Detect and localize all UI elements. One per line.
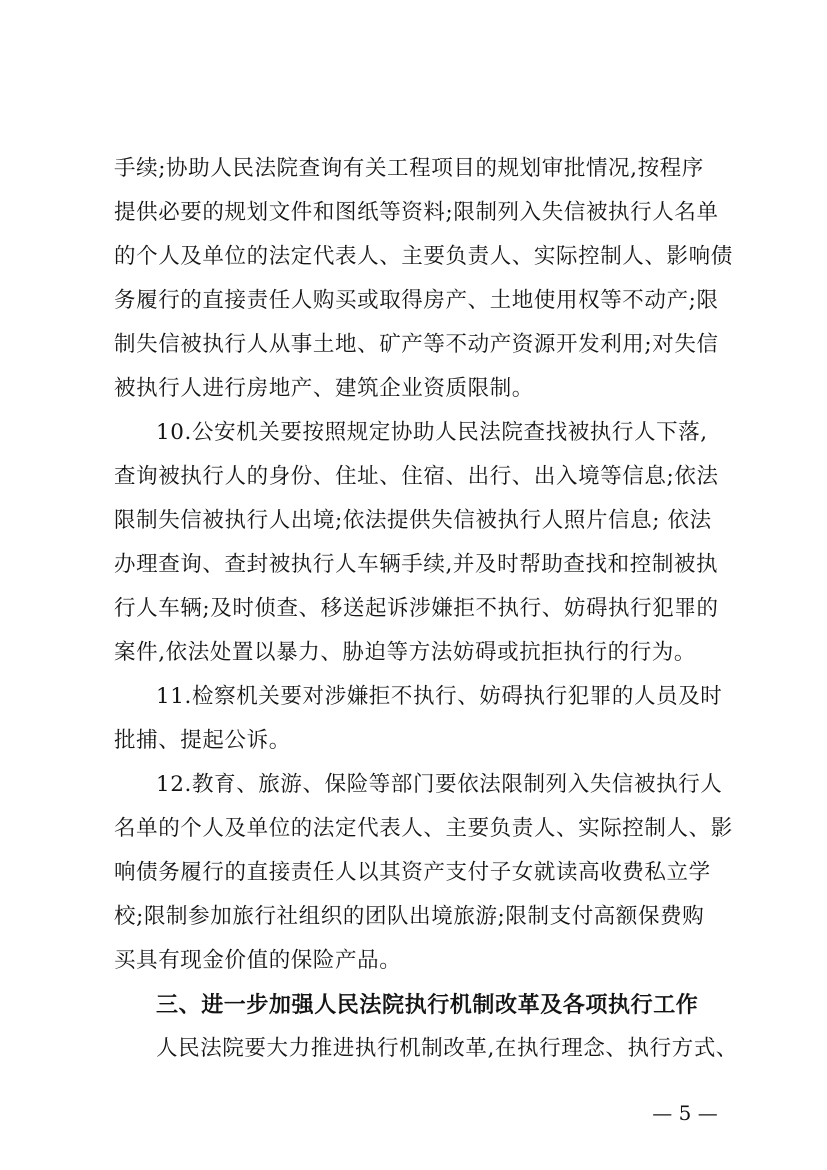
- text-line: 买具有现金价值的保险产品。: [114, 948, 402, 973]
- text-line: 查询被执行人的身份、住址、住宿、出行、出入境等信息;依法: [114, 464, 719, 489]
- page-number: — 5 —: [652, 1101, 718, 1125]
- text-line: 务履行的直接责任人购买或取得房产、土地使用权等不动产;限: [114, 288, 719, 313]
- text-line: 提供必要的规划文件和图纸等资料;限制列入失信被执行人名单: [114, 200, 719, 225]
- text-line: 响债务履行的直接责任人以其资产支付子女就读高收费私立学: [114, 860, 711, 885]
- text-line: 办理查询、查封被执行人车辆手续,并及时帮助查找和控制被执: [114, 552, 719, 577]
- text-line: 行人车辆;及时侦查、移送起诉涉嫌拒不执行、妨碍执行犯罪的: [114, 596, 719, 621]
- text-line: 制失信被执行人从事土地、矿产等不动产资源开发利用;对失信: [114, 332, 719, 357]
- text-line: 被执行人进行房地产、建筑企业资质限制。: [114, 376, 534, 401]
- text-line: 手续;协助人民法院查询有关工程项目的规划审批情况,按程序: [114, 156, 704, 181]
- text-line: 批捕、提起公诉。: [114, 728, 291, 753]
- text-line: 限制失信被执行人出境;依法提供失信被执行人照片信息; 依法: [114, 508, 712, 533]
- text-line: 10.公安机关要按照规定协助人民法院查找被执行人下落,: [156, 420, 708, 445]
- text-line: 校;限制参加旅行社组织的团队出境旅游;限制支付高额保费购: [114, 904, 705, 929]
- section-heading: 三、进一步加强人民法院执行机制改革及各项执行工作: [156, 993, 699, 1018]
- text-line: 名单的个人及单位的法定代表人、主要负责人、实际控制人、影: [114, 816, 733, 841]
- text-line: 12.教育、旅游、保险等部门要依法限制列入失信被执行人: [156, 772, 723, 797]
- text-line: 案件,依法处置以暴力、胁迫等方法妨碍或抗拒执行的行为。: [114, 640, 697, 665]
- text-line: 人民法院要大力推进执行机制改革,在执行理念、执行方式、: [156, 1036, 739, 1061]
- text-line: 11.检察机关要对涉嫌拒不执行、妨碍执行犯罪的人员及时: [156, 684, 723, 709]
- text-line: 的个人及单位的法定代表人、主要负责人、实际控制人、影响债: [114, 244, 733, 269]
